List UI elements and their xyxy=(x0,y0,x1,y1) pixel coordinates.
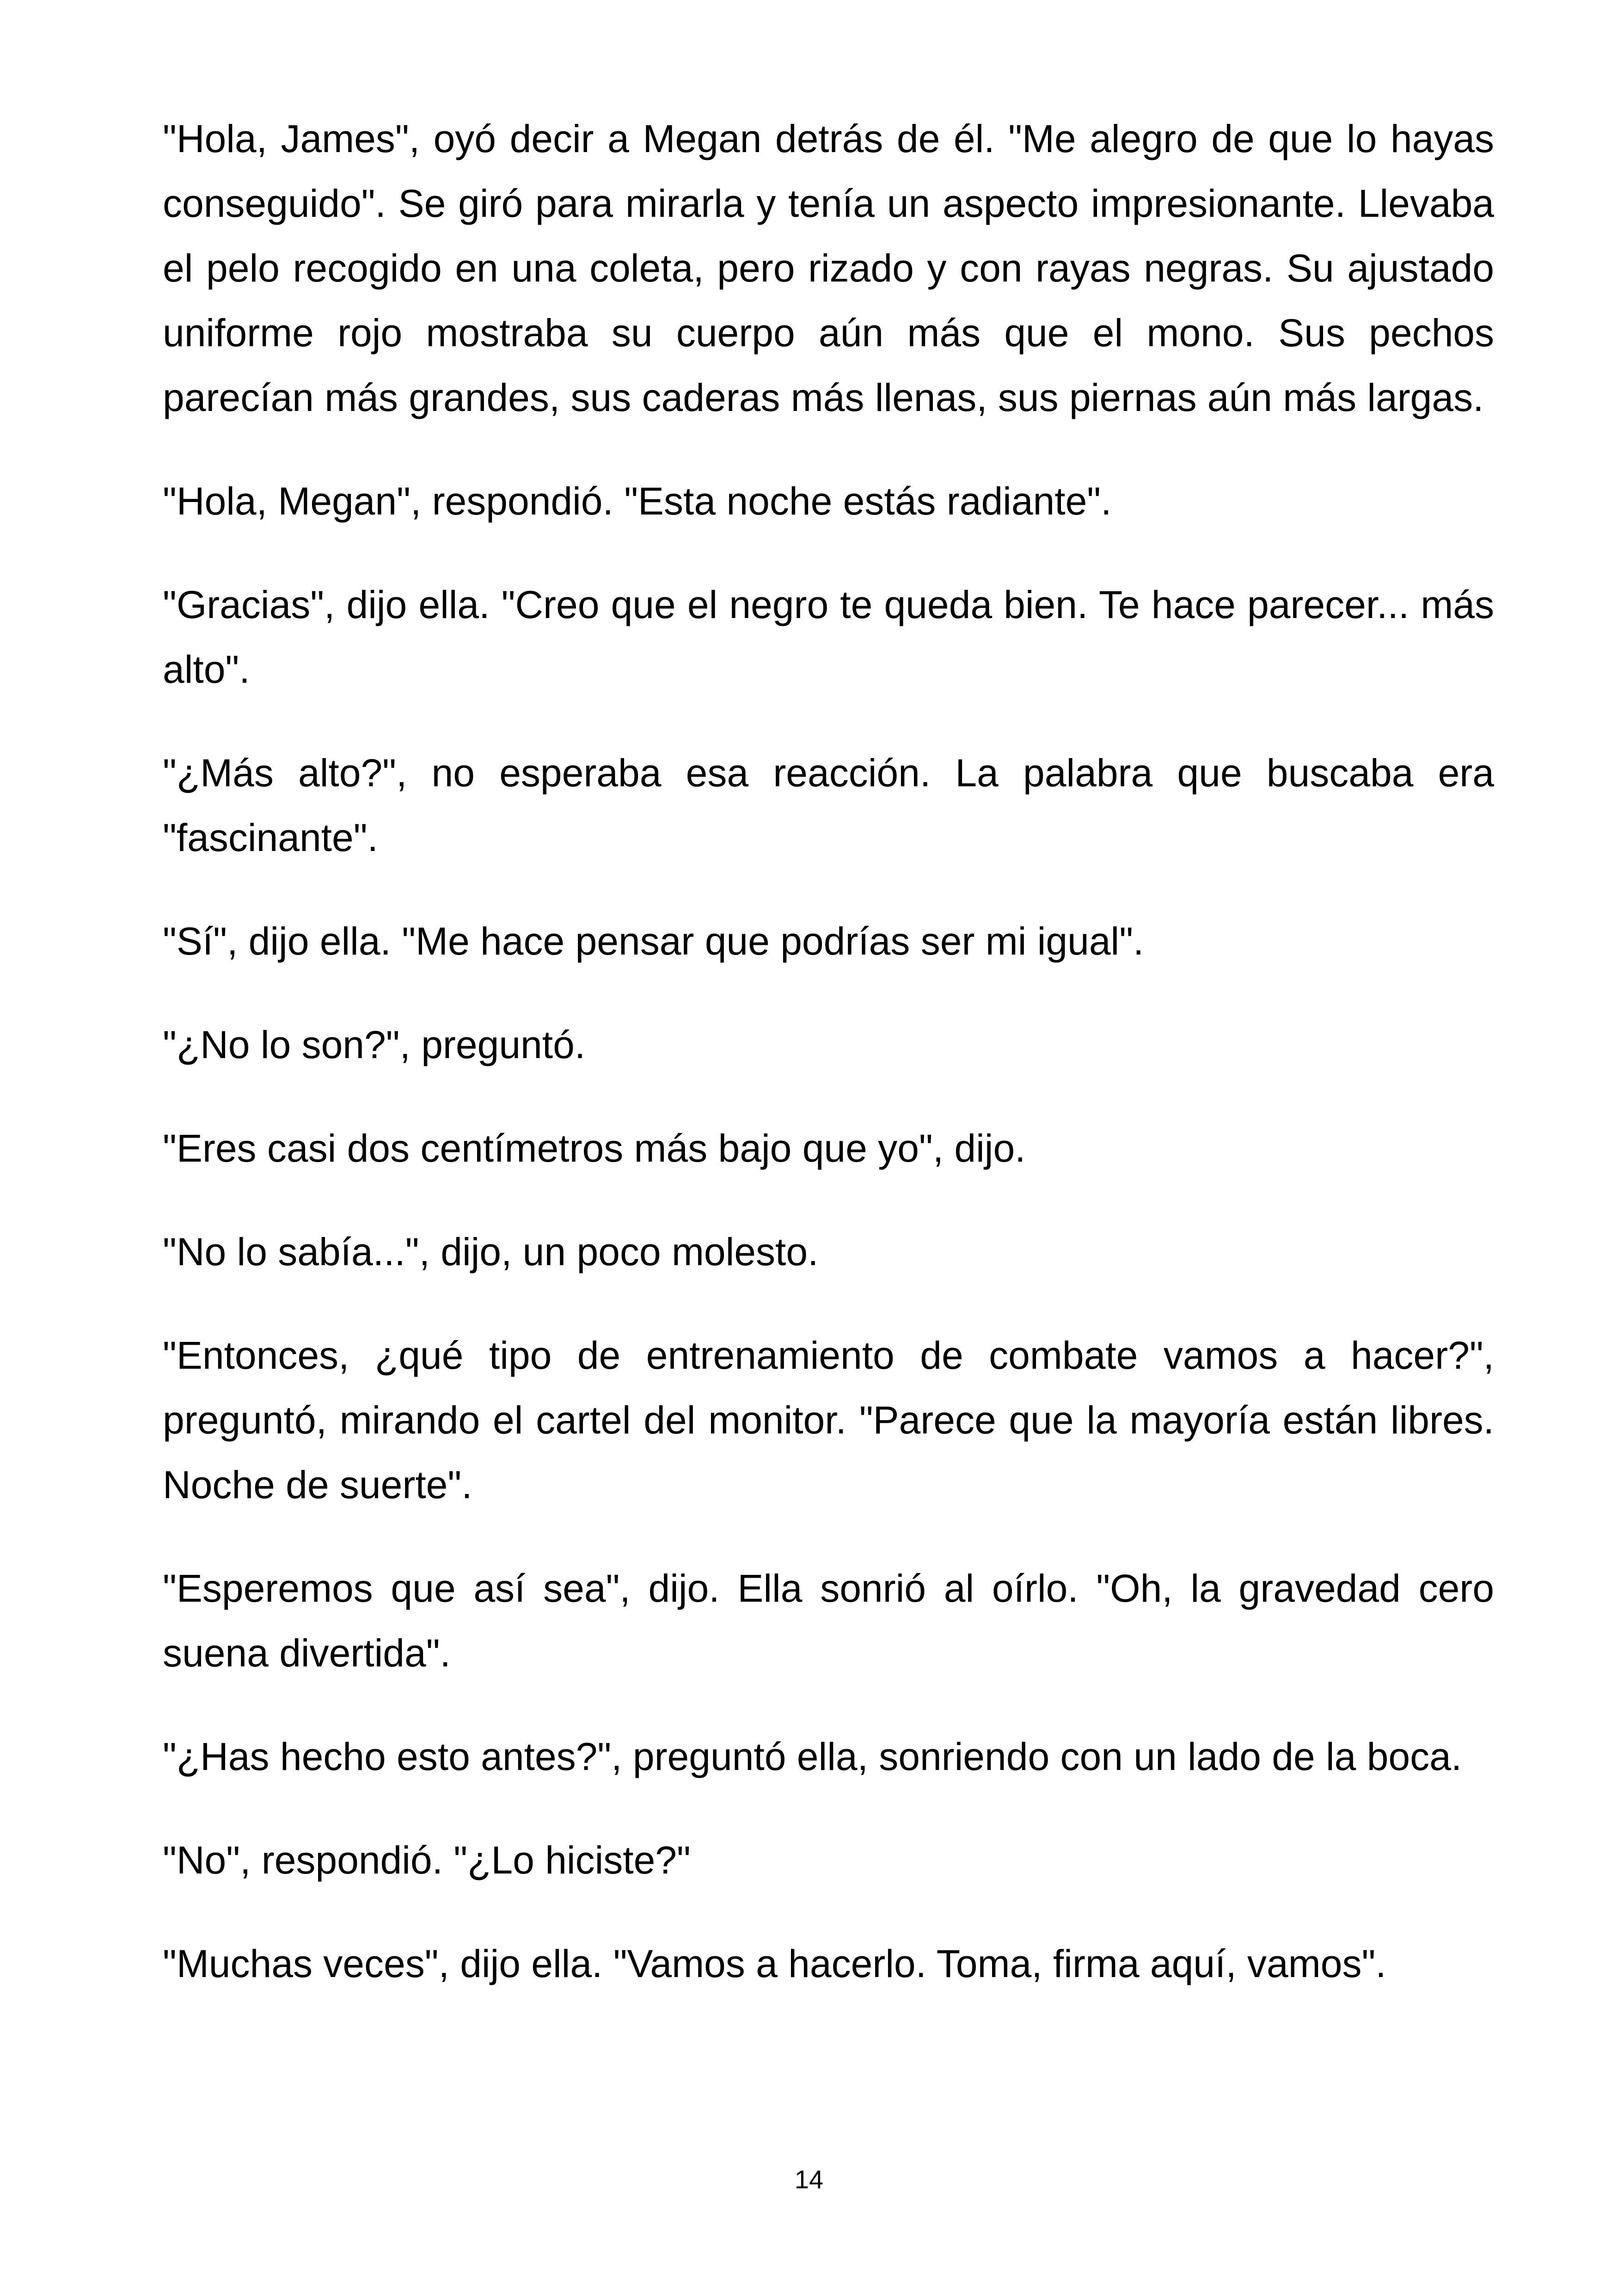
paragraph: "¿No lo son?", preguntó. xyxy=(163,1023,586,1066)
paragraph: "No", respondió. "¿Lo hiciste?" xyxy=(163,1838,691,1882)
paragraph: "Sí", dijo ella. "Me hace pensar que podrías ser mi igual". xyxy=(163,919,1144,963)
paragraph: "Gracias", dijo ella. "Creo que el negro te queda bien. Te hace parecer... más alto". xyxy=(163,583,1494,691)
body-text xyxy=(163,106,1494,2035)
paragraph: "Esperemos que así sea", dijo. Ella sonrió al oírlo. "Oh, la gravedad cero suena divertida". xyxy=(163,1567,1494,1675)
paragraph: "Eres casi dos centímetros más bajo que yo", dijo. xyxy=(163,1127,1026,1170)
paragraph: "Entonces, ¿qué tipo de entrenamiento de combate vamos a hacer?", preguntó, mirando el cartel del monitor. "Parece que la mayoría están libres. Noche de suerte". xyxy=(163,1334,1494,1506)
page-number: 14 xyxy=(794,2165,824,2194)
paragraph: "¿Has hecho esto antes?", preguntó ella, sonriendo con un lado de la boca. xyxy=(163,1735,1462,1778)
paragraph: "Muchas veces", dijo ella. "Vamos a hacerlo. Toma, firma aquí, vamos". xyxy=(163,1942,1386,1985)
paragraph: "¿Más alto?", no esperaba esa reacción. La palabra que buscaba era "fascinante". xyxy=(163,751,1494,859)
paragraph: "No lo sabía...", dijo, un poco molesto. xyxy=(163,1230,819,1274)
paragraph: "Hola, Megan", respondió. "Esta noche estás radiante". xyxy=(163,479,1112,523)
paragraph: "Hola, James", oyó decir a Megan detrás de él. "Me alegro de que lo hayas conseguido". Se giró para mirarla y tenía un aspecto impresionante. Llevaba el pelo recogido en una coleta, pero rizado y con rayas negras. Su ajustado uniforme rojo mostraba su cuerpo aún más que el mono. Sus pechos parecían más grandes, sus caderas más llenas, sus piernas aún más largas. xyxy=(163,117,1494,419)
